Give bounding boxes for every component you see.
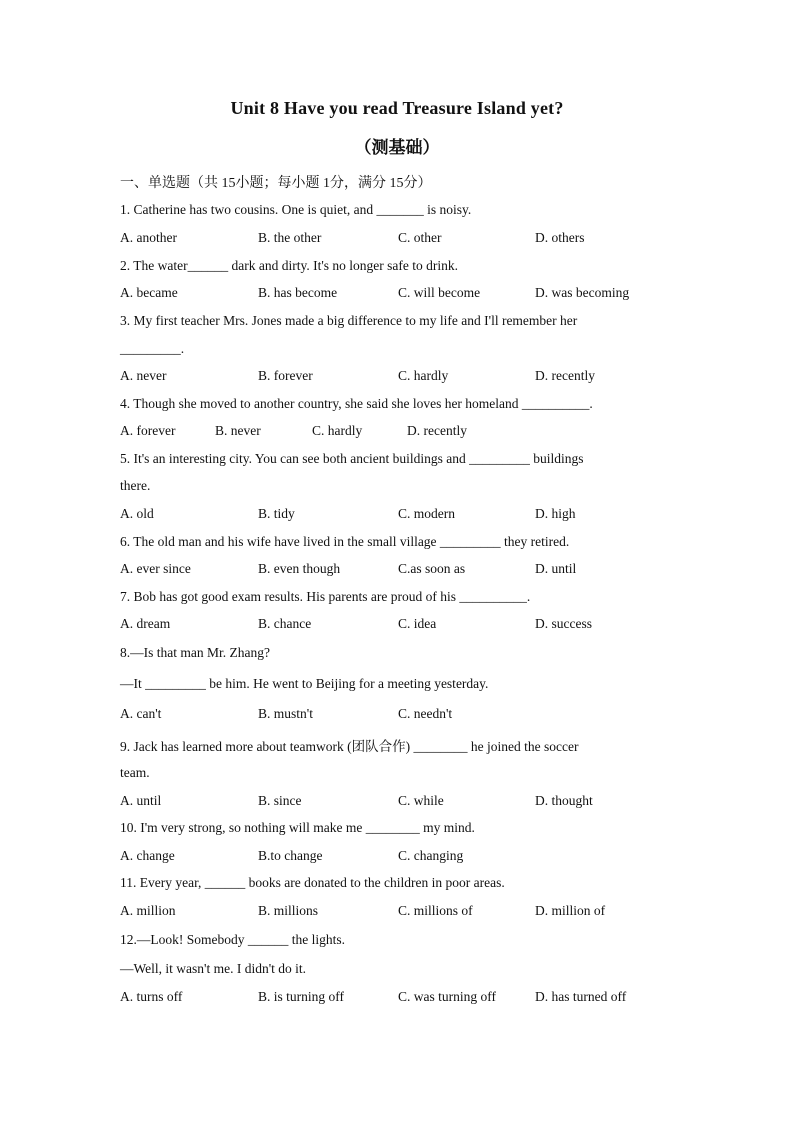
option-b: B. forever [258,368,313,383]
option-b: B. never [215,423,261,438]
option-a: A. dream [120,616,171,631]
option-c: C. hardly [312,423,363,438]
document-title: Unit 8 Have you read Treasure Island yet? [230,98,564,118]
option-c: C. idea [398,616,437,631]
question-3-text: 3. My first teacher Mrs. Jones made a big difference to my life and I'll remember her [120,313,578,328]
question-3-text-cont: _________. [120,341,185,356]
option-c: C. hardly [398,368,449,383]
question-9-text-cont: team. [120,765,150,780]
question-5-text: 5. It's an interesting city. You can see both ancient buildings and _________ buildings [120,451,584,466]
option-d: D. recently [535,368,595,383]
question-11-text: 11. Every year, ______ books are donated to the children in poor areas. [120,875,505,890]
option-c: C. was turning off [398,989,496,1004]
option-d: D. thought [535,793,593,808]
option-c: C. changing [398,848,464,863]
question-2-text: 2. The water______ dark and dirty. It's no longer safe to drink. [120,258,458,273]
option-b: B. tidy [258,506,295,521]
option-d: D. until [535,561,577,576]
option-a: A. never [120,368,167,383]
option-b: B. has become [258,285,338,300]
option-a: A. can't [120,706,162,721]
option-d: D. has turned off [535,989,627,1004]
option-a: A. became [120,285,178,300]
option-b: B.to change [258,848,323,863]
option-d: D. was becoming [535,285,630,300]
option-c: C.as soon as [398,561,466,576]
option-c: C. millions of [398,903,473,918]
option-a: A. ever since [120,561,191,576]
option-b: B. the other [258,230,322,245]
question-8-text-cont: —It _________ be him. He went to Beijing for a meeting yesterday. [120,676,489,691]
option-b: B. millions [258,903,319,918]
option-a: A. change [120,848,175,863]
question-7-text: 7. Bob has got good exam results. His parents are proud of his __________. [120,589,531,604]
option-d: D. high [535,506,576,521]
question-5-text-cont: there. [120,478,151,493]
option-a: A. turns off [120,989,183,1004]
option-b: B. is turning off [258,989,345,1004]
option-c: C. needn't [398,706,453,721]
option-d: D. million of [535,903,606,918]
option-a: A. another [120,230,177,245]
question-12-text-cont: —Well, it wasn't me. I didn't do it. [120,961,307,976]
question-9-text: 9. Jack has learned more about teamwork (团队合作) ________ he joined the soccer [120,739,579,754]
option-a: A. forever [120,423,176,438]
option-b: B. mustn't [258,706,313,721]
option-c: C. modern [398,506,455,521]
question-6-text: 6. The old man and his wife have lived in the small village _________ they retired. [120,534,570,549]
option-b: B. since [258,793,302,808]
option-d: D. success [535,616,592,631]
option-b: B. chance [258,616,312,631]
question-10-text: 10. I'm very strong, so nothing will make me ________ my mind. [120,820,475,835]
option-c: C. will become [398,285,481,300]
option-c: C. other [398,230,442,245]
question-8-text: 8.—Is that man Mr. Zhang? [120,645,270,660]
question-1-text: 1. Catherine has two cousins. One is quiet, and _______ is noisy. [120,202,472,217]
option-a: A. old [120,506,154,521]
section-heading: 一、单选题（共 15小题；每小题 1分，满分 15分） [120,176,432,191]
question-12-text: 12.—Look! Somebody ______ the lights. [120,932,345,947]
option-a: A. million [120,903,176,918]
option-c: C. while [398,793,444,808]
option-d: D. others [535,230,585,245]
document-subtitle: （测基础） [354,138,440,157]
option-d: D. recently [407,423,467,438]
option-a: A. until [120,793,162,808]
option-b: B. even though [258,561,341,576]
question-4-text: 4. Though she moved to another country, she said she loves her homeland __________. [120,396,593,411]
